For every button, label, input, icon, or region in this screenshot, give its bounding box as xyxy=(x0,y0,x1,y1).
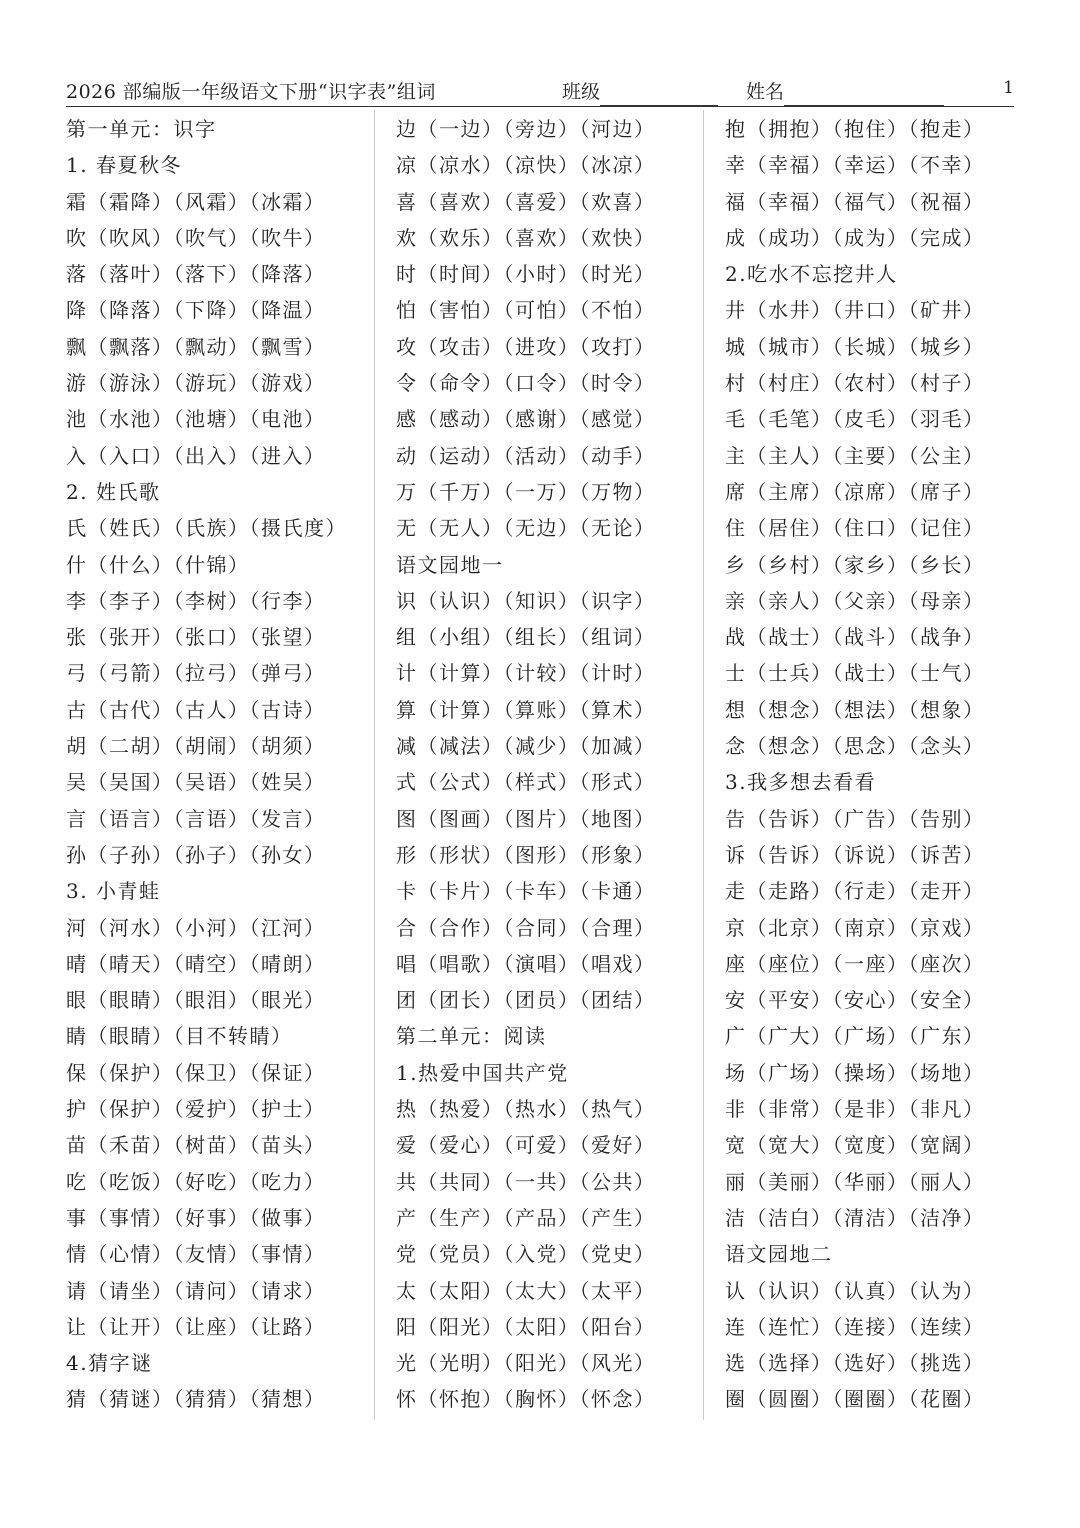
word-line: 怀（怀抱）（胸怀）（怀念） xyxy=(396,1387,656,1412)
word-line: 眼（眼睛）（眼泪）（眼光） xyxy=(66,988,326,1013)
word-line: 孙（子孙）（孙子）（孙女） xyxy=(66,842,326,867)
word-line: 万（千万）（一万）（万物） xyxy=(396,479,656,504)
column-divider xyxy=(374,110,375,1420)
word-line: 主（主人）（主要）（公主） xyxy=(725,443,985,468)
word-line: 想（想念）（想法）（想象） xyxy=(725,697,985,722)
word-line: 李（李子）（李树）（行李） xyxy=(66,588,326,613)
word-line: 3.我多想去看看 xyxy=(725,770,877,795)
word-line: 洁（洁白）（清洁）（洁净） xyxy=(725,1205,985,1230)
word-line: 团（团长）（团员）（团结） xyxy=(396,988,656,1013)
word-line: 霜（霜降）（风霜）（冰霜） xyxy=(66,189,326,214)
word-line: 动（运动）（活动）（动手） xyxy=(396,443,656,468)
word-line: 无（无人）（无边）（无论） xyxy=(396,516,656,541)
word-line: 太（太阳）（太大）（太平） xyxy=(396,1278,656,1303)
word-line: 边（一边）（旁边）（河边） xyxy=(396,117,656,141)
word-line: 胡（二胡）（胡闹）（胡须） xyxy=(66,734,326,759)
word-line: 计（计算）（计较）（计时） xyxy=(396,661,656,686)
word-line: 河（河水）（小河）（江河） xyxy=(66,915,326,940)
word-line: 情（心情）（友情）（事情） xyxy=(66,1242,326,1267)
word-line: 战（战士）（战斗）（战争） xyxy=(725,625,985,650)
word-line: 式（公式）（样式）（形式） xyxy=(396,770,656,795)
word-line: 村（村庄）（农村）（村子） xyxy=(725,371,985,396)
word-line: 诉（告诉）（诉说）（诉苦） xyxy=(725,842,985,867)
word-line: 唱（唱歌）（演唱）（唱戏） xyxy=(396,951,656,976)
word-line: 凉（凉水）（凉快）（冰凉） xyxy=(396,153,656,178)
word-line: 4.猜字谜 xyxy=(66,1351,153,1376)
word-line: 吹（吹风）（吹气）（吹牛） xyxy=(66,225,326,250)
word-line: 福（幸福）（福气）（祝福） xyxy=(725,189,985,214)
word-line: 成（成功）（成为）（完成） xyxy=(725,225,985,250)
class-label: 班级 xyxy=(562,81,601,103)
word-line: 党（党员）（入党）（党史） xyxy=(396,1242,656,1267)
word-line: 什（什么）（什锦） xyxy=(66,552,250,577)
word-line: 幸（幸福）（幸运）（不幸） xyxy=(725,153,985,178)
word-line: 非（非常）（是非）（非凡） xyxy=(725,1097,985,1122)
word-line: 念（想念）（思念）（念头） xyxy=(725,734,985,759)
word-line: 睛（眼睛）（目不转睛） xyxy=(66,1024,293,1049)
word-line: 令（命令）（口令）（时令） xyxy=(396,371,656,396)
word-line: 热（热爱）（热水）（热气） xyxy=(396,1097,656,1122)
word-line: 第一单元：识字 xyxy=(66,117,217,141)
word-line: 减（减法）（减少）（加减） xyxy=(396,734,656,759)
word-line: 场（广场）（操场）（场地） xyxy=(725,1060,985,1085)
page-number: 1 xyxy=(1003,78,1014,98)
word-line: 士（士兵）（战士）（士气） xyxy=(725,661,985,686)
word-line: 入（入口）（出入）（进入） xyxy=(66,443,326,468)
word-line: 落（落叶）（落下）（降落） xyxy=(66,262,326,287)
word-line: 乡（乡村）（家乡）（乡长） xyxy=(725,552,985,577)
word-line: 弓（弓箭）（拉弓）（弹弓） xyxy=(66,661,326,686)
word-line: 圈（圆圈）（圈圈）（花圈） xyxy=(725,1387,985,1412)
word-line: 古（古代）（古人）（古诗） xyxy=(66,697,326,722)
word-line: 感（感动）（感谢）（感觉） xyxy=(396,407,656,432)
word-line: 语文园地一 xyxy=(396,552,504,577)
name-blank[interactable] xyxy=(784,83,944,106)
word-line: 产（生产）（产品）（产生） xyxy=(396,1205,656,1230)
word-line: 1.热爱中国共产党 xyxy=(396,1060,569,1085)
word-line: 言（语言）（言语）（发言） xyxy=(66,806,326,831)
word-line: 广（广大）（广场）（广东） xyxy=(725,1024,985,1049)
word-line: 安（平安）（安心）（安全） xyxy=(725,988,985,1013)
word-line: 游（游泳）（游玩）（游戏） xyxy=(66,371,326,396)
page-title: 2026 部编版一年级语文下册“识字表”组词 xyxy=(66,81,436,103)
word-line: 毛（毛笔）（皮毛）（羽毛） xyxy=(725,407,985,432)
word-line: 共（共同）（一共）（公共） xyxy=(396,1169,656,1194)
word-line: 识（认识）（知识）（识字） xyxy=(396,588,656,613)
word-line: 合（合作）（合同）（合理） xyxy=(396,915,656,940)
word-line: 座（座位）（一座）（座次） xyxy=(725,951,985,976)
word-line: 算（计算）（算账）（算术） xyxy=(396,697,656,722)
word-line: 认（认识）（认真）（认为） xyxy=(725,1278,985,1303)
word-line: 欢（欢乐）（喜欢）（欢快） xyxy=(396,225,656,250)
word-line: 张（张开）（张口）（张望） xyxy=(66,625,326,650)
word-line: 卡（卡片）（卡车）（卡通） xyxy=(396,879,656,904)
word-line: 形（形状）（图形）（形象） xyxy=(396,842,656,867)
word-line: 抱（拥抱）（抱住）（抱走） xyxy=(725,117,985,141)
header xyxy=(66,78,1014,107)
word-line: 猜（猜谜）（猜猜）（猜想） xyxy=(66,1387,326,1412)
word-line: 图（图画）（图片）（地图） xyxy=(396,806,656,831)
word-line: 吴（吴国）（吴语）（姓吴） xyxy=(66,770,326,795)
column-2 xyxy=(396,111,696,1418)
word-line: 光（光明）（阳光）（风光） xyxy=(396,1351,656,1376)
class-blank[interactable] xyxy=(600,83,718,106)
word-line: 住（居住）（住口）（记住） xyxy=(725,516,985,541)
word-line: 请（请坐）（请问）（请求） xyxy=(66,1278,326,1303)
word-line: 时（时间）（小时）（时光） xyxy=(396,262,656,287)
word-line: 语文园地二 xyxy=(725,1242,833,1267)
word-line: 走（走路）（行走）（走开） xyxy=(725,879,985,904)
word-line: 护（保护）（爱护）（护士） xyxy=(66,1097,326,1122)
word-line: 阳（阳光）（太阳）（阳台） xyxy=(396,1314,656,1339)
word-line: 连（连忙）（连接）（连续） xyxy=(725,1314,985,1339)
word-line: 降（降落）（下降）（降温） xyxy=(66,298,326,323)
word-line: 选（选择）（选好）（挑选） xyxy=(725,1351,985,1376)
word-line: 组（小组）（组长）（组词） xyxy=(396,625,656,650)
word-line: 2. 姓氏歌 xyxy=(66,479,161,504)
word-line: 晴（晴天）（晴空）（晴朗） xyxy=(66,951,326,976)
word-line: 池（水池）（池塘）（电池） xyxy=(66,407,326,432)
word-line: 井（水井）（井口）（矿井） xyxy=(725,298,985,323)
class-field xyxy=(562,78,718,106)
word-line: 苗（禾苗）（树苗）（苗头） xyxy=(66,1133,326,1158)
word-line: 爱（爱心）（可爱）（爱好） xyxy=(396,1133,656,1158)
word-line: 丽（美丽）（华丽）（丽人） xyxy=(725,1169,985,1194)
word-line: 3. 小青蛙 xyxy=(66,879,161,904)
word-line: 亲（亲人）（父亲）（母亲） xyxy=(725,588,985,613)
word-line: 事（事情）（好事）（做事） xyxy=(66,1205,326,1230)
word-line: 告（告诉）（广告）（告别） xyxy=(725,806,985,831)
name-label: 姓名 xyxy=(746,81,785,103)
word-line: 城（城市）（长城）（城乡） xyxy=(725,334,985,359)
column-divider xyxy=(703,110,704,1420)
word-line: 2.吃水不忘挖井人 xyxy=(725,262,898,287)
word-line: 宽（宽大）（宽度）（宽阔） xyxy=(725,1133,985,1158)
word-line: 第二单元：阅读 xyxy=(396,1024,547,1049)
column-3 xyxy=(725,111,1025,1418)
column-1 xyxy=(66,111,366,1418)
word-line: 吃（吃饭）（好吃）（吃力） xyxy=(66,1169,326,1194)
word-line: 京（北京）（南京）（京戏） xyxy=(725,915,985,940)
word-line: 怕（害怕）（可怕）（不怕） xyxy=(396,298,656,323)
word-line: 喜（喜欢）（喜爱）（欢喜） xyxy=(396,189,656,214)
word-line: 飘（飘落）（飘动）（飘雪） xyxy=(66,334,326,359)
word-line: 1. 春夏秋冬 xyxy=(66,153,182,178)
word-line: 攻（攻击）（进攻）（攻打） xyxy=(396,334,656,359)
word-line: 氏（姓氏）（氏族）（摄氏度） xyxy=(66,516,347,541)
word-line: 保（保护）（保卫）（保证） xyxy=(66,1060,326,1085)
name-field xyxy=(746,78,944,106)
word-line: 席（主席）（凉席）（席子） xyxy=(725,479,985,504)
word-line: 让（让开）（让座）（让路） xyxy=(66,1314,326,1339)
